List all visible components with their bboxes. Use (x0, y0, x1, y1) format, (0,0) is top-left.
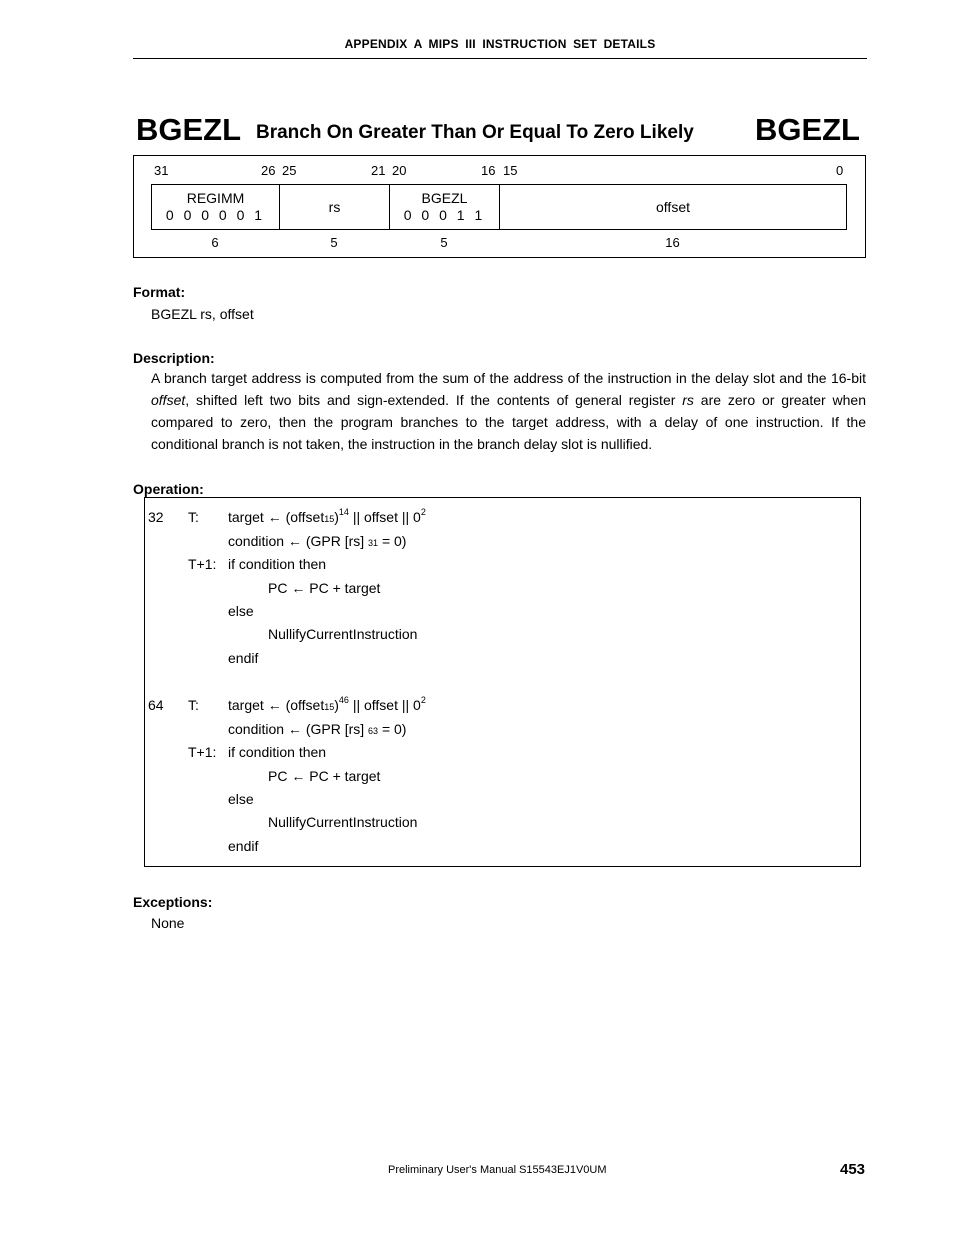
bit-label-25: 25 (282, 163, 297, 178)
bit-label-20: 20 (392, 163, 407, 178)
description-text (151, 367, 866, 455)
field-width-bgezl: 5 (440, 235, 448, 250)
description-emphasis: rs (682, 392, 694, 408)
field-bgezl (390, 185, 500, 229)
field-rs (280, 185, 390, 229)
mnemonic-left: BGEZL (136, 112, 242, 147)
t-label: T: (188, 509, 199, 525)
instruction-format-diagram (133, 155, 866, 258)
description-part: are zero or greater when compared to zero, then the program branches to the target address, with a delay of one instruction. If the conditional branch is not taken, the instruction in the branch delay slot is nullified. (151, 392, 866, 452)
exceptions-heading: Exceptions: (133, 894, 213, 910)
operation-heading: Operation: (133, 481, 204, 497)
target-line (228, 509, 426, 525)
if-line: if condition then (228, 556, 327, 572)
page-number: 453 (840, 1161, 866, 1178)
bit-label-15: 15 (503, 163, 518, 178)
footer-manual-id: Preliminary User's Manual S15543EJ1V0UM (388, 1164, 607, 1176)
field-name: REGIMM (186, 190, 245, 206)
field-bits: 0 0 0 0 0 1 (165, 207, 266, 223)
field-width-offset: 16 (665, 235, 680, 250)
running-header: APPENDIX A MIPS III INSTRUCTION SET DETAILS (344, 37, 656, 51)
bit-label-0: 0 (836, 163, 844, 178)
op-text: || offset || 0 (348, 509, 421, 525)
t1-label: T+1: (188, 744, 217, 760)
field-width-rs: 5 (330, 235, 338, 250)
width-label: 32 (148, 509, 164, 525)
op-subscript: 31 (368, 538, 379, 548)
op-superscript: 14 (338, 507, 349, 517)
op-text: target ← (offset (228, 697, 325, 713)
op-text: condition ← (GPR [rs] (228, 721, 365, 737)
field-row (151, 184, 847, 230)
else-line: else (228, 791, 254, 807)
header-rule (133, 58, 867, 59)
op-text: ) (334, 697, 339, 713)
op-text: ) (334, 509, 339, 525)
bit-label-31: 31 (154, 163, 169, 178)
t1-label: T+1: (188, 556, 217, 572)
op-text: target ← (offset (228, 509, 325, 525)
format-text: BGEZL rs, offset (151, 306, 254, 322)
description-heading: Description: (133, 350, 215, 366)
nullify-line: NullifyCurrentInstruction (268, 814, 418, 830)
instruction-title (136, 112, 860, 152)
op-superscript: 46 (338, 695, 349, 705)
field-offset (500, 185, 846, 229)
op-text: condition ← (GPR [rs] (228, 533, 365, 549)
target-line (228, 697, 426, 713)
exceptions-text: None (151, 915, 185, 931)
condition-line (228, 533, 406, 549)
endif-line: endif (228, 838, 259, 854)
condition-line (228, 721, 406, 737)
description-part: A branch target address is computed from the sum of the address of the instruction in the delay slot and the 16-bit (151, 370, 866, 386)
field-name: offset (656, 198, 690, 215)
op-subscript: 63 (368, 726, 379, 736)
op-superscript: 2 (420, 695, 426, 705)
field-bits: 0 0 0 1 1 (403, 207, 486, 223)
bit-label-26: 26 (261, 163, 276, 178)
endif-line: endif (228, 650, 259, 666)
mnemonic-right: BGEZL (754, 112, 860, 147)
op-text: = 0) (378, 533, 407, 549)
bit-label-21: 21 (371, 163, 386, 178)
bit-label-16: 16 (481, 163, 496, 178)
description-part: , shifted left two bits and sign-extended. If the contents of general register (185, 392, 683, 408)
width-label: 64 (148, 697, 164, 713)
format-heading: Format: (133, 284, 186, 300)
description-emphasis: offset (151, 392, 186, 408)
pc-line: PC ← PC + target (268, 580, 381, 596)
op-subscript: 15 (324, 514, 335, 524)
op-subscript: 15 (324, 702, 335, 712)
instruction-description: Branch On Greater Than Or Equal To Zero Likely (256, 122, 694, 143)
else-line: else (228, 603, 254, 619)
if-line: if condition then (228, 744, 327, 760)
nullify-line: NullifyCurrentInstruction (268, 626, 418, 642)
field-name: BGEZL (421, 190, 468, 206)
field-width-regimm: 6 (211, 235, 219, 250)
pc-line: PC ← PC + target (268, 768, 381, 784)
op-text: = 0) (378, 721, 407, 737)
t-label: T: (188, 697, 199, 713)
op-superscript: 2 (420, 507, 426, 517)
field-name: rs (328, 198, 341, 215)
operation-box (144, 497, 861, 867)
field-regimm (152, 185, 280, 229)
op-text: || offset || 0 (348, 697, 421, 713)
